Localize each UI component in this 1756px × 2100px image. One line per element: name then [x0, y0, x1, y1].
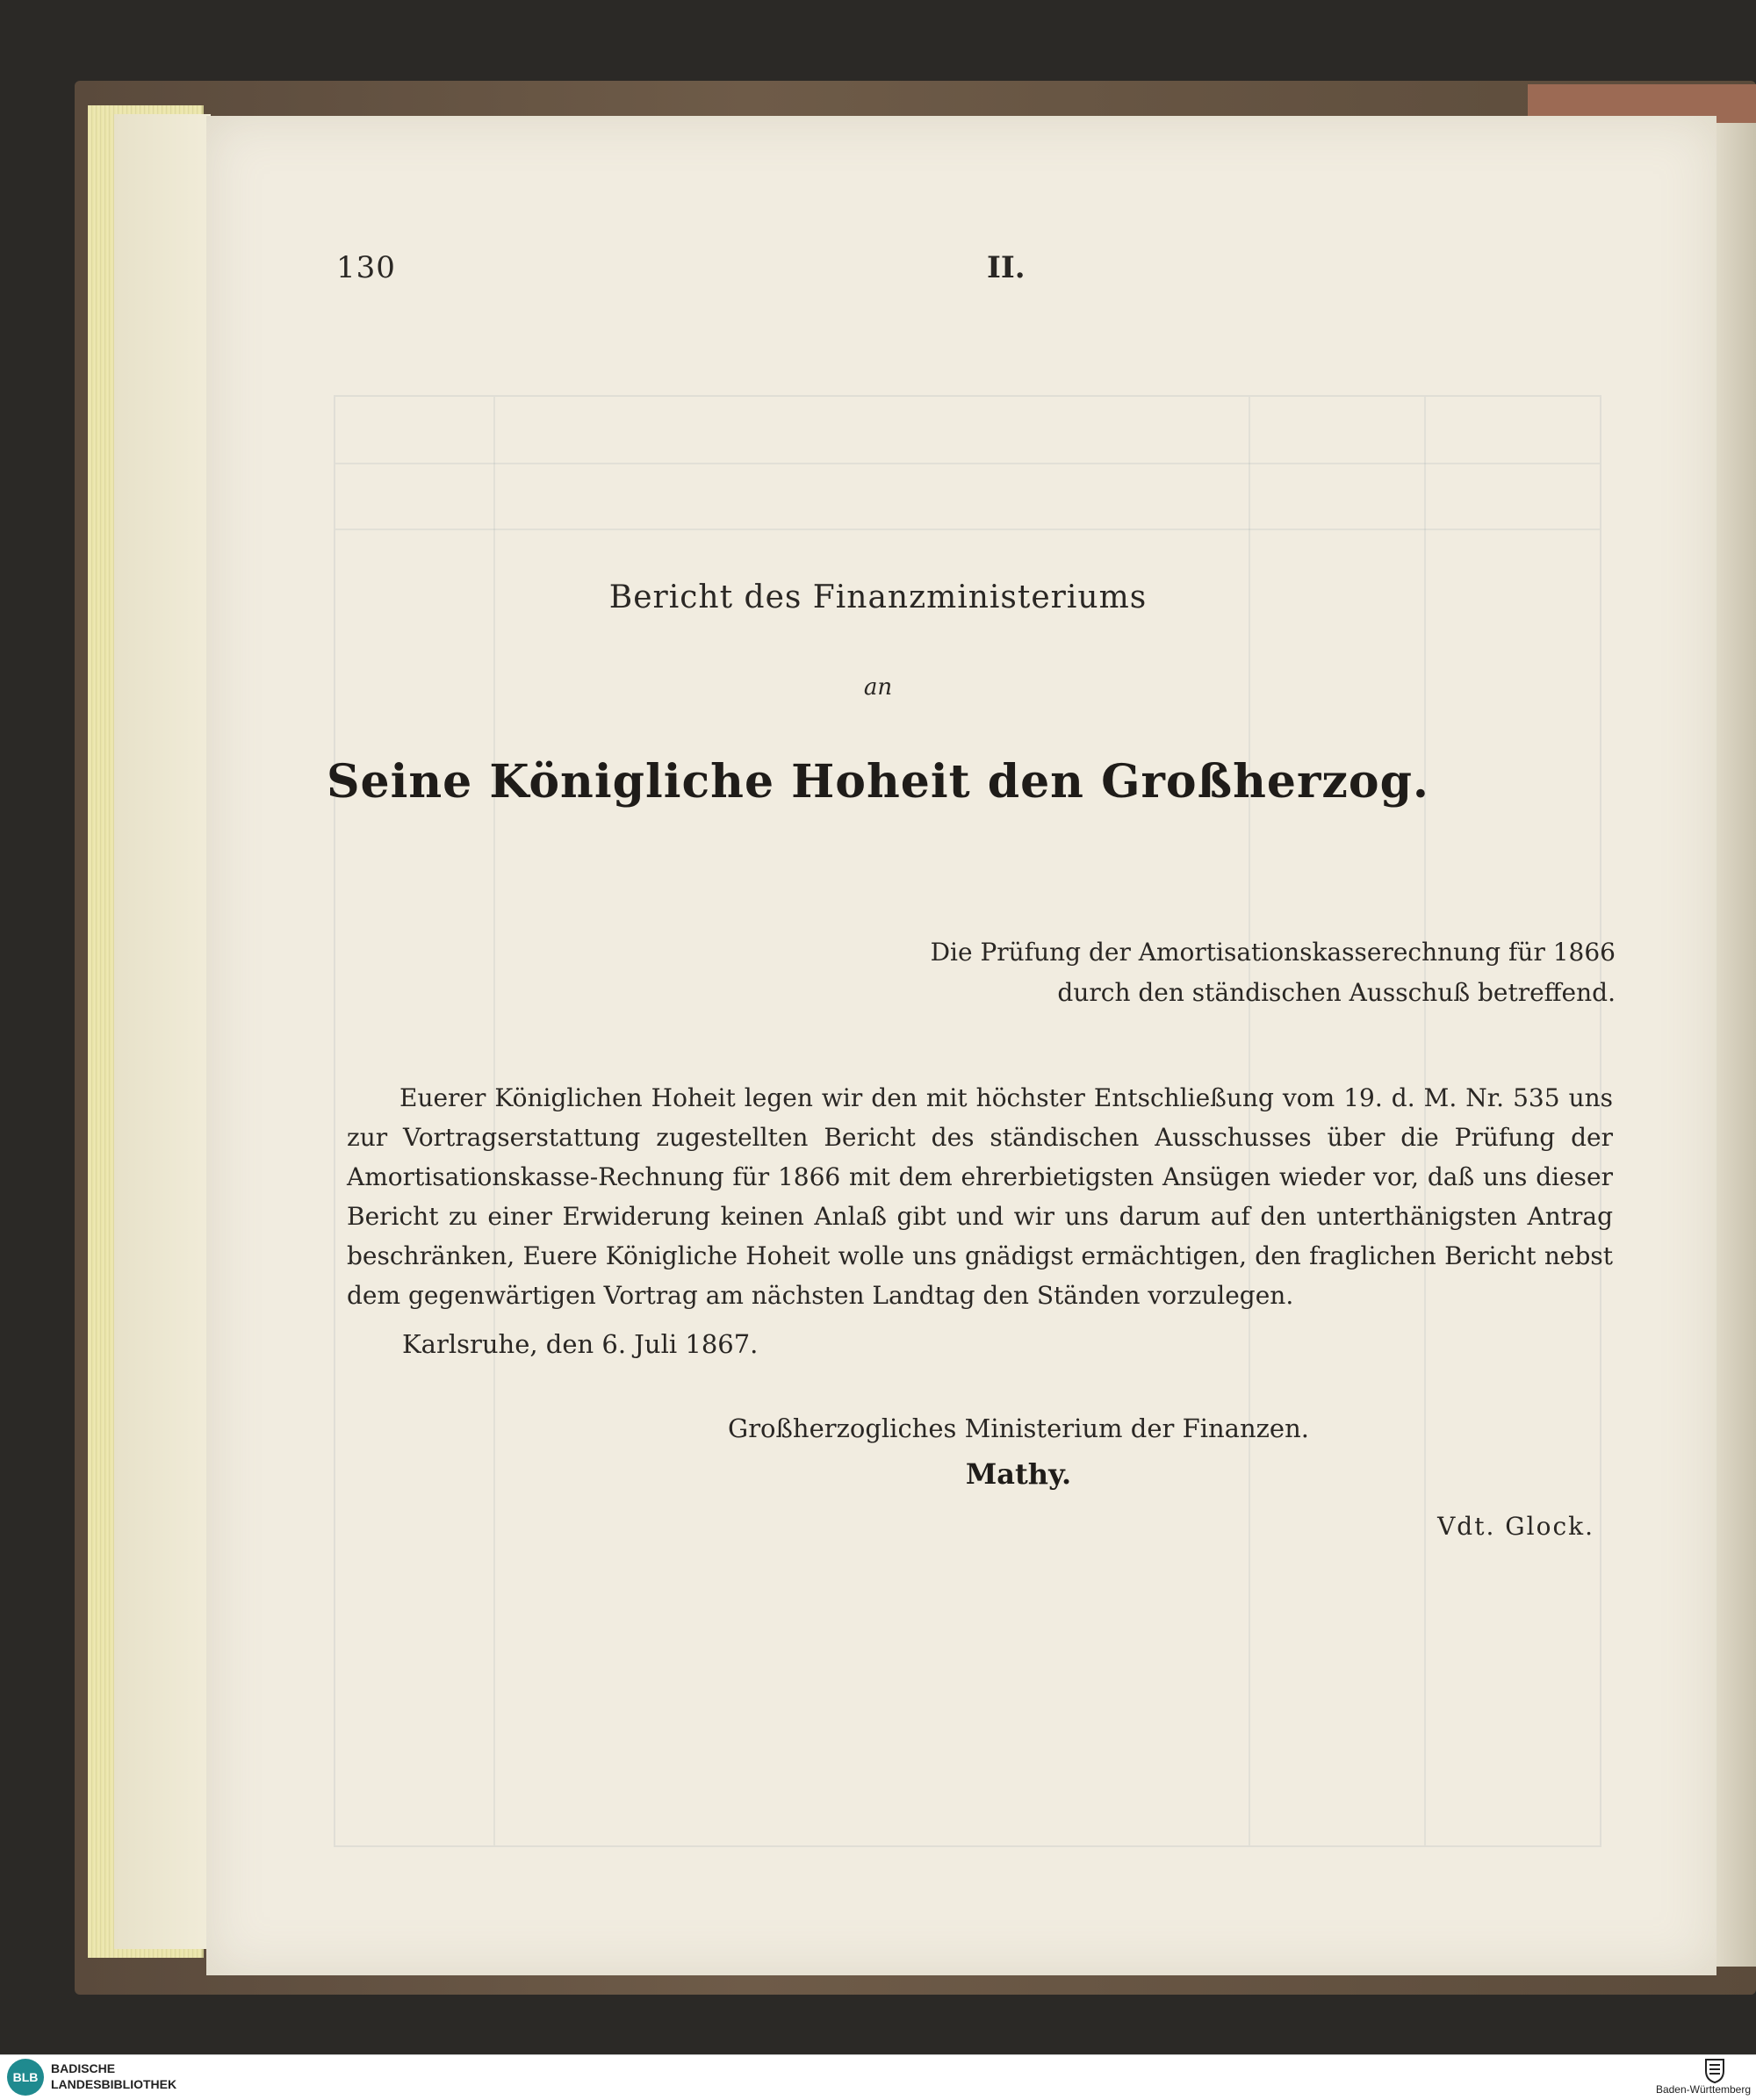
page-number: 130	[336, 250, 396, 285]
subject-line-2: durch den ständischen Ausschuß betreffend.	[1057, 978, 1616, 1007]
facing-page-edge	[1712, 123, 1756, 1967]
footer-bar	[0, 2054, 1756, 2100]
subject-block	[878, 932, 1616, 1013]
place-date: Karlsruhe, den 6. Juli 1867.	[402, 1329, 759, 1359]
addressee-title: Seine Königliche Hoheit den Großherzog.	[326, 755, 1430, 809]
ministry-name: Großherzogliches Ministerium der Finanzen.	[728, 1413, 1309, 1443]
title-connector: an	[863, 674, 893, 701]
subject-line-1: Die Prüfung der Amortisationskasserechnung für 1866	[930, 938, 1616, 967]
page-gutter	[114, 114, 211, 1949]
report-title: Bericht des Finanzministeriums	[608, 579, 1148, 615]
body-paragraph: Euerer Königlichen Hoheit legen wir den mit höchster Entschließung vom 19. d. M. Nr. 535 uns zur Vortragserstattung zugestellten Bericht des ständischen Ausschusses über die Prüfung der Amortisationskasse-Rechnung für 1866 mit dem ehrerbietigsten Ansügen wieder vor, daß uns dieser Bericht zu einer Erwiderung keinen Anlaß gibt und wir uns darum auf den unterthänigsten Antrag beschränken, Euere Königliche Hoheit wolle uns gnädigst ermächtigen, den fraglichen Bericht nebst dem gegenwärtigen Vortrag am nächsten Landtag den Ständen vorzulegen.	[347, 1083, 1613, 1310]
coat-of-arms-icon	[1700, 2057, 1730, 2083]
section-number: II.	[987, 250, 1026, 285]
countersignature: Vdt. Glock.	[1437, 1512, 1594, 1541]
library-name[interactable]: BADISCHE LANDESBIBLIOTHEK	[51, 2061, 177, 2091]
state-name: Baden-Württemberg	[1655, 2083, 1751, 2096]
minister-signature: Mathy.	[965, 1457, 1072, 1491]
blb-logo[interactable]: BLB	[7, 2059, 44, 2096]
